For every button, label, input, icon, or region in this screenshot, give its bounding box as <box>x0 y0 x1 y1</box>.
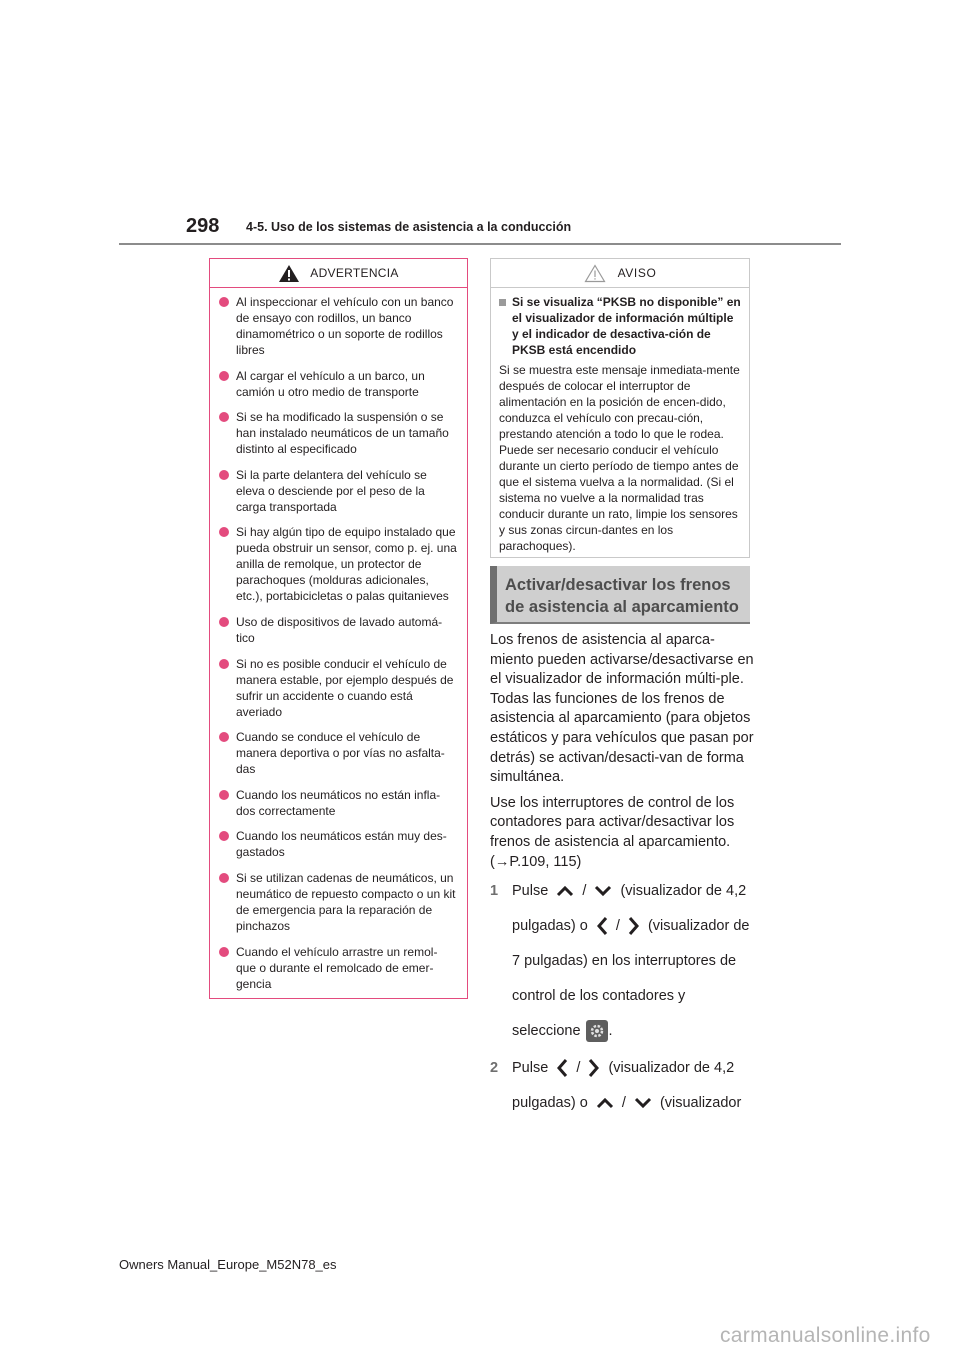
warning-item-text: Si se ha modificado la suspensión o se han instalado neumáticos de un tamaño distinto al especificado <box>236 410 449 457</box>
warning-triangle-icon <box>278 264 300 283</box>
header-rule <box>119 243 841 245</box>
warning-item-text: Cuando el vehículo arrastre un remol-que o durante el remolcado de emer-gencia <box>236 944 438 991</box>
bullet-icon <box>219 732 229 742</box>
step-text-part: (visualizador <box>659 1095 742 1112</box>
bullet-icon <box>219 617 229 627</box>
warning-item-text: Al inspeccionar el vehículo con un banco de ensayo con rodillos, un banco dinamométrico o un soporte de rodillos libres <box>236 295 454 357</box>
warning-item-text: Cuando se conduce el vehículo de manera deportiva o por vías no asfalta-das <box>236 730 445 777</box>
warning-item-text: Al cargar el vehículo a un barco, un camión u otro medio de transporte <box>236 368 425 399</box>
chevron-up-icon <box>556 885 574 897</box>
step-text-part: (visualizador de 4,2 pulgadas) o <box>512 883 747 935</box>
step-text-part: (visualizador de 7 pulgadas) en los interruptores de control de los contadores y seleccione <box>512 918 750 1040</box>
step-text <box>512 1051 754 1121</box>
warning-item-text: Si hay algún tipo de equipo instalado que pueda obstruir un sensor, como p. ej. una anilla de remolque, un protector de parachoques (molduras adicionales, etc.), portabicicletas o palas quitanieves <box>236 525 457 604</box>
step-text-part: / <box>615 918 620 935</box>
list-item <box>219 467 457 515</box>
bullet-icon <box>219 947 229 957</box>
notice-paragraph: Si se muestra este mensaje inmediata-mente después de colocar el interruptor de alimentación en la posición de encen-dido, conduzca el vehículo con precau-ción, prestando atención a todo lo que le rodea. Puede ser necesario conducir el vehículo durante un cierto período de tiempo antes de que el sistema vuelva a la normalidad. (Si el sistema no vuelve a la normalidad tras conducir durante un rato, limpie los sensores y sus zonas circun-dantes en los parachoques). <box>499 363 740 553</box>
notice-header <box>491 259 749 288</box>
body-paragraph <box>490 794 754 872</box>
list-item <box>219 729 457 777</box>
chevron-down-icon <box>634 1097 652 1109</box>
bullet-icon <box>219 371 229 381</box>
step-text-part: / <box>576 1060 581 1077</box>
square-bullet-icon <box>499 299 506 306</box>
chevron-right-icon <box>588 1058 600 1078</box>
settings-gear-icon <box>586 1020 608 1042</box>
step-1 <box>490 882 754 1049</box>
bullet-icon <box>219 659 229 669</box>
chevron-up-icon <box>596 1097 614 1109</box>
list-item <box>219 870 457 934</box>
footer-text: Owners Manual_Europe_M52N78_es <box>119 1257 337 1272</box>
warning-item-text: Si la parte delantera del vehículo se eleva o desciende por el peso de la carga transportada <box>236 467 427 514</box>
body-paragraph: Los frenos de asistencia al aparca-miento pueden activarse/desactivarse en el visualizador de información múlti-ple. Todas las funciones de los frenos de asistencia al aparcamiento (para objetos estáticos y para vehículos que pasan por detrás) se activan/desacti-van de forma simultánea. <box>490 632 754 786</box>
notice-triangle-icon <box>584 264 606 283</box>
step-text-part: / <box>621 1095 626 1112</box>
warning-title: ADVERTENCIA <box>310 266 399 280</box>
warning-item-text: Si se utilizan cadenas de neumáticos, un neumático de repuesto compacto o un kit de emergencia para la reparación de pinchazos <box>236 870 456 933</box>
list-item <box>219 656 457 720</box>
list-item <box>219 294 457 358</box>
warning-item-text: Cuando los neumáticos no están infla-dos correctamente <box>236 787 441 818</box>
list-item <box>219 368 457 400</box>
section-heading: Activar/desactivar los frenos de asistencia al aparcamiento <box>490 566 750 624</box>
warning-header <box>210 259 467 288</box>
chevron-down-icon <box>594 885 612 897</box>
bullet-icon <box>219 790 229 800</box>
notice-box <box>490 258 750 558</box>
body-paragraph-text: Use los interruptores de control de los contadores para activar/desactivar los frenos de asistencia al aparcamiento. <box>490 794 735 850</box>
bullet-icon <box>219 527 229 537</box>
warning-item-text: Cuando los neumáticos están muy des-gastados <box>236 829 447 860</box>
step-number: 1 <box>490 883 499 900</box>
list-item <box>219 828 457 860</box>
warning-item-text: Si no es posible conducir el vehículo de manera estable, por ejemplo después de sufrir un accidente o cuando está averiado <box>236 656 454 719</box>
step-text-part: Pulse <box>512 1060 549 1077</box>
notice-body <box>491 288 749 554</box>
bullet-icon <box>219 831 229 841</box>
warning-item-text: Uso de dispositivos de lavado automá-tico <box>236 614 443 645</box>
step-text-part: . <box>608 1023 613 1040</box>
list-item <box>219 614 457 646</box>
notice-subheading-text: Si se visualiza “PKSB no disponible” en el visualizador de información múltiple y el indicador de desactiva-ción de PKSB está encendido <box>512 295 741 357</box>
step-text-part: (visualizador de 4,2 pulgadas) o <box>512 1060 735 1112</box>
page-reference-link[interactable]: (→P.109, 115) <box>490 853 582 870</box>
warning-box <box>209 258 468 999</box>
bullet-icon <box>219 470 229 480</box>
page-number: 298 <box>186 215 220 237</box>
step-text <box>512 874 754 1049</box>
step-number: 2 <box>490 1060 499 1077</box>
body-column <box>490 631 754 1121</box>
bullet-icon <box>219 873 229 883</box>
notice-title: AVISO <box>617 266 657 280</box>
list-item <box>219 409 457 457</box>
chevron-left-icon <box>596 916 608 936</box>
step-2 <box>490 1059 754 1121</box>
chevron-left-icon <box>556 1058 568 1078</box>
chevron-right-icon <box>628 916 640 936</box>
section-title: 4-5. Uso de los sistemas de asistencia a la conducción <box>246 220 572 234</box>
list-item <box>219 524 457 604</box>
watermark: carmanualsonline.info <box>720 1324 931 1347</box>
step-text-part: / <box>582 883 587 900</box>
bullet-icon <box>219 412 229 422</box>
bullet-icon <box>219 297 229 307</box>
notice-subheading <box>499 294 741 358</box>
list-item <box>219 944 457 992</box>
list-item <box>219 787 457 819</box>
warning-list <box>210 288 467 992</box>
step-text-part: Pulse <box>512 883 549 900</box>
